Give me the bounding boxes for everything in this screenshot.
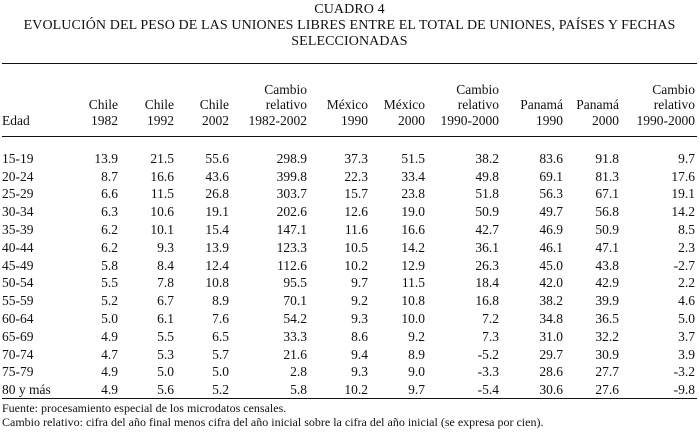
value-cell: 123.3	[276, 239, 307, 255]
table-row	[2, 274, 697, 292]
value-cell: 42.7	[475, 221, 499, 237]
value-cell: 9.3	[157, 239, 174, 255]
value-cell: 36.5	[595, 310, 619, 326]
spacer-cell	[501, 132, 565, 150]
value-cell: 2.8	[290, 364, 307, 380]
value-cell: 10.1	[150, 221, 174, 237]
table-row	[2, 292, 697, 310]
value-cell: 3.7	[678, 328, 695, 344]
value-cell: 33.3	[283, 328, 307, 344]
column-header	[370, 66, 427, 132]
value-cell: 51.8	[475, 186, 499, 202]
column-header	[565, 66, 621, 132]
value-cell: 54.2	[283, 310, 307, 326]
column-header-line: relativo	[265, 97, 307, 112]
value-cell: 147.1	[276, 221, 307, 237]
spacer-cell	[427, 132, 501, 150]
value-cell: 49.8	[475, 168, 499, 184]
value-cell: 10.8	[205, 275, 229, 291]
value-cell: 21.6	[283, 346, 307, 362]
column-header-line: México	[383, 97, 425, 112]
value-cell: 2.2	[678, 275, 695, 291]
age-group-cell: 80 y más	[2, 382, 51, 398]
data-table	[2, 66, 697, 399]
value-cell: 83.6	[539, 150, 563, 166]
column-header	[120, 66, 176, 132]
age-group-cell: 20-24	[2, 168, 34, 184]
value-cell: 8.6	[351, 328, 368, 344]
value-cell: 33.4	[401, 168, 425, 184]
table-title	[0, 2, 699, 50]
value-cell: 9.2	[351, 293, 368, 309]
value-cell: 43.8	[595, 257, 619, 273]
value-cell: 8.9	[212, 293, 229, 309]
value-cell: -3.3	[477, 364, 499, 380]
column-header	[621, 66, 697, 132]
value-cell: 14.2	[401, 239, 425, 255]
value-cell: 8.9	[408, 346, 425, 362]
value-cell: 69.1	[539, 168, 563, 184]
age-group-cell: 40-44	[2, 239, 34, 255]
value-cell: 5.0	[101, 310, 118, 326]
value-cell: -5.2	[477, 346, 499, 362]
value-cell: 4.9	[101, 382, 118, 398]
table-row	[2, 221, 697, 239]
value-cell: 15.4	[205, 221, 229, 237]
table-row	[2, 328, 697, 346]
value-cell: 7.2	[482, 310, 499, 326]
value-cell: 9.3	[351, 364, 368, 380]
value-cell: 42.9	[595, 275, 619, 291]
value-cell: 55.6	[205, 150, 229, 166]
value-cell: 9.4	[351, 346, 368, 362]
column-header-line: Edad	[2, 112, 30, 128]
value-cell: 10.5	[344, 239, 368, 255]
value-cell: 6.2	[101, 239, 118, 255]
column-header-line: 2000	[398, 112, 425, 128]
source-note: Fuente: procesamiento especial de los microdatos censales.	[2, 401, 287, 415]
value-cell: 19.1	[671, 186, 695, 202]
column-header	[501, 66, 565, 132]
value-cell: 10.8	[401, 293, 425, 309]
value-cell: 46.9	[539, 221, 563, 237]
value-cell: 8.4	[157, 257, 174, 273]
value-cell: 51.5	[401, 150, 425, 166]
table-notes	[2, 402, 543, 429]
value-cell: 37.3	[344, 150, 368, 166]
value-cell: 6.5	[212, 328, 229, 344]
value-cell: 10.2	[344, 382, 368, 398]
value-cell: 38.2	[539, 293, 563, 309]
value-cell: 14.2	[671, 204, 695, 220]
value-cell: 39.9	[595, 293, 619, 309]
value-cell: 5.8	[101, 257, 118, 273]
value-cell: 56.8	[595, 204, 619, 220]
value-cell: 5.5	[101, 275, 118, 291]
column-header-line: 2000	[592, 112, 619, 128]
value-cell: 67.1	[595, 186, 619, 202]
column-header-line: Chile	[88, 97, 118, 112]
spacer-cell	[120, 132, 176, 150]
value-cell: 5.0	[678, 310, 695, 326]
value-cell: 26.8	[205, 186, 229, 202]
table-row	[2, 381, 697, 399]
column-header-line: Cambio	[456, 81, 499, 97]
column-header-line: Cambio	[652, 81, 695, 97]
column-header-line: relativo	[653, 97, 695, 112]
table-title-line-2: SELECCIONADAS	[291, 34, 408, 49]
table-row	[2, 239, 697, 257]
value-cell: 15.7	[344, 186, 368, 202]
value-cell: 56.3	[539, 186, 563, 202]
column-header-line: Chile	[144, 97, 174, 112]
value-cell: 46.1	[539, 239, 563, 255]
table-body	[2, 132, 697, 399]
column-header	[66, 66, 120, 132]
top-rule	[2, 63, 697, 64]
value-cell: 19.1	[205, 204, 229, 220]
column-header	[309, 66, 370, 132]
value-cell: 10.6	[150, 204, 174, 220]
column-header-line: 1990	[341, 112, 368, 128]
spacer-cell	[66, 132, 120, 150]
value-cell: 11.5	[401, 275, 425, 291]
value-cell: -2.7	[673, 257, 695, 273]
spacer-cell	[231, 132, 309, 150]
value-cell: 32.2	[595, 328, 619, 344]
spacer-cell	[370, 132, 427, 150]
value-cell: 4.6	[678, 293, 695, 309]
value-cell: 16.6	[401, 221, 425, 237]
column-header	[2, 66, 66, 132]
value-cell: 9.3	[351, 310, 368, 326]
value-cell: 34.8	[539, 310, 563, 326]
value-cell: 26.3	[475, 257, 499, 273]
value-cell: 19.0	[401, 204, 425, 220]
spacer-cell	[565, 132, 621, 150]
value-cell: 298.9	[276, 150, 307, 166]
relative-change-note: Cambio relativo: cifra del año final menos cifra del año inicial sobre la cifra del año inicial (se expresa por cien).	[2, 414, 544, 429]
column-header-line: 1992	[147, 112, 174, 128]
age-group-cell: 50-54	[2, 275, 34, 291]
value-cell: 22.3	[344, 168, 368, 184]
value-cell: 5.6	[157, 382, 174, 398]
column-header-line: México	[326, 97, 368, 112]
column-header	[427, 66, 501, 132]
value-cell: 4.7	[101, 346, 118, 362]
table-row	[2, 310, 697, 328]
value-cell: 10.0	[401, 310, 425, 326]
value-cell: 31.0	[539, 328, 563, 344]
value-cell: 27.6	[595, 382, 619, 398]
age-group-cell: 45-49	[2, 257, 34, 273]
table-row	[2, 363, 697, 381]
value-cell: 9.7	[351, 275, 368, 291]
value-cell: 5.3	[157, 346, 174, 362]
spacer-cell	[2, 132, 66, 150]
column-header-line: 1990-2000	[440, 112, 499, 128]
value-cell: 13.9	[94, 150, 118, 166]
value-cell: 112.6	[277, 257, 307, 273]
value-cell: 30.9	[595, 346, 619, 362]
age-group-cell: 70-74	[2, 346, 34, 362]
table-row	[2, 203, 697, 221]
column-header-line: relativo	[457, 97, 499, 112]
value-cell: 9.7	[678, 150, 695, 166]
column-header	[231, 66, 309, 132]
value-cell: 11.5	[150, 186, 174, 202]
value-cell: 12.6	[344, 204, 368, 220]
value-cell: 202.6	[276, 204, 307, 220]
value-cell: 5.0	[157, 364, 174, 380]
value-cell: 30.6	[539, 382, 563, 398]
column-header-line: 1982	[91, 112, 118, 128]
value-cell: 3.9	[678, 346, 695, 362]
spacer-cell	[309, 132, 370, 150]
column-header-line: Panamá	[576, 97, 619, 112]
age-group-cell: 75-79	[2, 364, 34, 380]
age-group-cell: 30-34	[2, 204, 34, 220]
value-cell: 9.0	[408, 364, 425, 380]
value-cell: 12.4	[205, 257, 229, 273]
value-cell: 4.9	[101, 328, 118, 344]
table-row	[2, 168, 697, 186]
value-cell: 5.8	[290, 382, 307, 398]
value-cell: 50.9	[475, 204, 499, 220]
table-row	[2, 150, 697, 168]
value-cell: 95.5	[283, 275, 307, 291]
age-group-cell: 65-69	[2, 328, 34, 344]
value-cell: 2.3	[678, 239, 695, 255]
value-cell: 81.3	[595, 168, 619, 184]
age-group-cell: 60-64	[2, 310, 34, 326]
value-cell: -3.2	[673, 364, 695, 380]
value-cell: 17.6	[671, 168, 695, 184]
age-group-cell: 25-29	[2, 186, 34, 202]
value-cell: 49.7	[539, 204, 563, 220]
value-cell: 4.9	[101, 364, 118, 380]
value-cell: 28.6	[539, 364, 563, 380]
value-cell: 303.7	[276, 186, 307, 202]
value-cell: 50.9	[595, 221, 619, 237]
column-header-line: 1990	[536, 112, 563, 128]
value-cell: 70.1	[283, 293, 307, 309]
table-row	[2, 346, 697, 364]
value-cell: 7.3	[482, 328, 499, 344]
spacer-cell	[621, 132, 697, 150]
value-cell: 5.2	[212, 382, 229, 398]
value-cell: 9.2	[408, 328, 425, 344]
value-cell: 36.1	[475, 239, 499, 255]
value-cell: 23.8	[401, 186, 425, 202]
header-row	[2, 66, 697, 132]
value-cell: 6.6	[101, 186, 118, 202]
column-header-line: 1982-2002	[248, 112, 307, 128]
value-cell: 43.6	[205, 168, 229, 184]
value-cell: 10.2	[344, 257, 368, 273]
value-cell: -5.4	[477, 382, 499, 398]
value-cell: 47.1	[595, 239, 619, 255]
value-cell: 6.7	[157, 293, 174, 309]
value-cell: 6.3	[101, 204, 118, 220]
age-group-cell: 15-19	[2, 150, 34, 166]
value-cell: 5.5	[157, 328, 174, 344]
value-cell: 8.7	[101, 168, 118, 184]
table-number: CUADRO 4	[314, 2, 385, 17]
value-cell: 18.4	[475, 275, 499, 291]
value-cell: 27.7	[595, 364, 619, 380]
value-cell: 16.8	[475, 293, 499, 309]
value-cell: 6.1	[157, 310, 174, 326]
column-header-line: 1990-2000	[636, 112, 695, 128]
value-cell: 16.6	[150, 168, 174, 184]
value-cell: 5.7	[212, 346, 229, 362]
value-cell: 8.5	[678, 221, 695, 237]
age-group-cell: 35-39	[2, 221, 34, 237]
value-cell: 38.2	[475, 150, 499, 166]
spacer-row	[2, 132, 697, 150]
value-cell: 45.0	[539, 257, 563, 273]
value-cell: 9.7	[408, 382, 425, 398]
value-cell: 42.0	[539, 275, 563, 291]
value-cell: 399.8	[276, 168, 307, 184]
age-group-cell: 55-59	[2, 293, 34, 309]
column-header	[176, 66, 231, 132]
column-header-line: Chile	[199, 97, 229, 112]
table-title-line-1: EVOLUCIÓN DEL PESO DE LAS UNIONES LIBRES ENTRE EL TOTAL DE UNIONES, PAÍSES Y FECHAS	[23, 18, 676, 33]
value-cell: 12.9	[401, 257, 425, 273]
column-header-line: Cambio	[264, 81, 307, 97]
value-cell: 91.8	[595, 150, 619, 166]
value-cell: 13.9	[205, 239, 229, 255]
value-cell: 7.8	[157, 275, 174, 291]
table-row	[2, 257, 697, 275]
value-cell: 29.7	[539, 346, 563, 362]
value-cell: 5.0	[212, 364, 229, 380]
table-row	[2, 185, 697, 203]
column-header-line: 2002	[202, 112, 229, 128]
spacer-cell	[176, 132, 231, 150]
value-cell: -9.8	[673, 382, 695, 398]
value-cell: 5.2	[101, 293, 118, 309]
value-cell: 6.2	[101, 221, 118, 237]
value-cell: 21.5	[150, 150, 174, 166]
column-header-line: Panamá	[520, 97, 563, 112]
value-cell: 11.6	[344, 221, 368, 237]
value-cell: 7.6	[212, 310, 229, 326]
